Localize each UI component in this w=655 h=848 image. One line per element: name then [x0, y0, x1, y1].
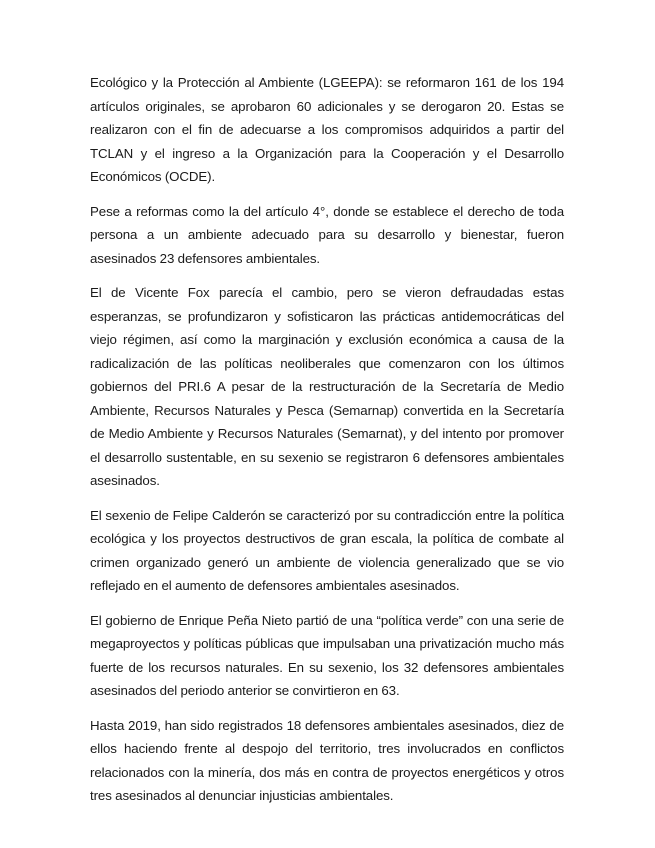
paragraph-article-4: Pese a reformas como la del artículo 4°, donde se establece el derecho de toda persona a un ambiente adecuado para su desarrollo y bienestar, fueron asesinados 23 defensores ambientales.	[90, 203, 564, 266]
document-page	[90, 71, 564, 819]
paragraph-vicente-fox: El de Vicente Fox parecía el cambio, pero se vieron defraudadas estas esperanzas, se profundizaron y sofisticaron las prácticas antidemocráticas del viejo régimen, así como la marginación y exclusión económica a causa de la radicalización de las políticas neoliberales que comenzaron con los últimos gobiernos del PRI.6 A pesar de la restructuración de la Secretaría de Medio Ambiente, Recursos Naturales y Pesca (Semarnap) convertida en la Secretaría de Medio Ambiente y Recursos Naturales (Semarnat), y del intento por promover el desarrollo sustentable, en su sexenio se registraron 6 defensores ambientales asesinados.	[90, 285, 564, 488]
paragraph-enrique-pena-nieto: El gobierno de Enrique Peña Nieto partió de una “política verde” con una serie de megaproyectos y políticas públicas que impulsaban una privatización mucho más fuerte de los recursos naturales. En su sexenio, los 32 defensores ambientales asesinados del periodo anterior se convirtieron en 63.	[90, 612, 564, 698]
paragraph-felipe-calderon: El sexenio de Felipe Calderón se caracterizó por su contradicción entre la política ecológica y los proyectos destructivos de gran escala, la política de combate al crimen organizado generó un ambiente de violencia generalizado que se vio reflejado en el aumento de defensores ambientales asesinados.	[90, 507, 564, 593]
paragraph-lgeepa-reforms: Ecológico y la Protección al Ambiente (LGEEPA): se reformaron 161 de los 194 artículos originales, se aprobaron 60 adicionales y se derogaron 20. Estas se realizaron con el fin de adecuarse a los compromisos adquiridos a partir del TCLAN y el ingreso a la Organización para la Cooperación y el Desarrollo Económicos (OCDE).	[90, 75, 564, 184]
paragraph-hasta-2019: Hasta 2019, han sido registrados 18 defensores ambientales asesinados, diez de ellos haciendo frente al despojo del territorio, tres involucrados en conflictos relacionados con la minería, dos más en contra de proyectos energéticos y otros tres asesinados al denunciar injusticias ambientales.	[90, 717, 564, 803]
